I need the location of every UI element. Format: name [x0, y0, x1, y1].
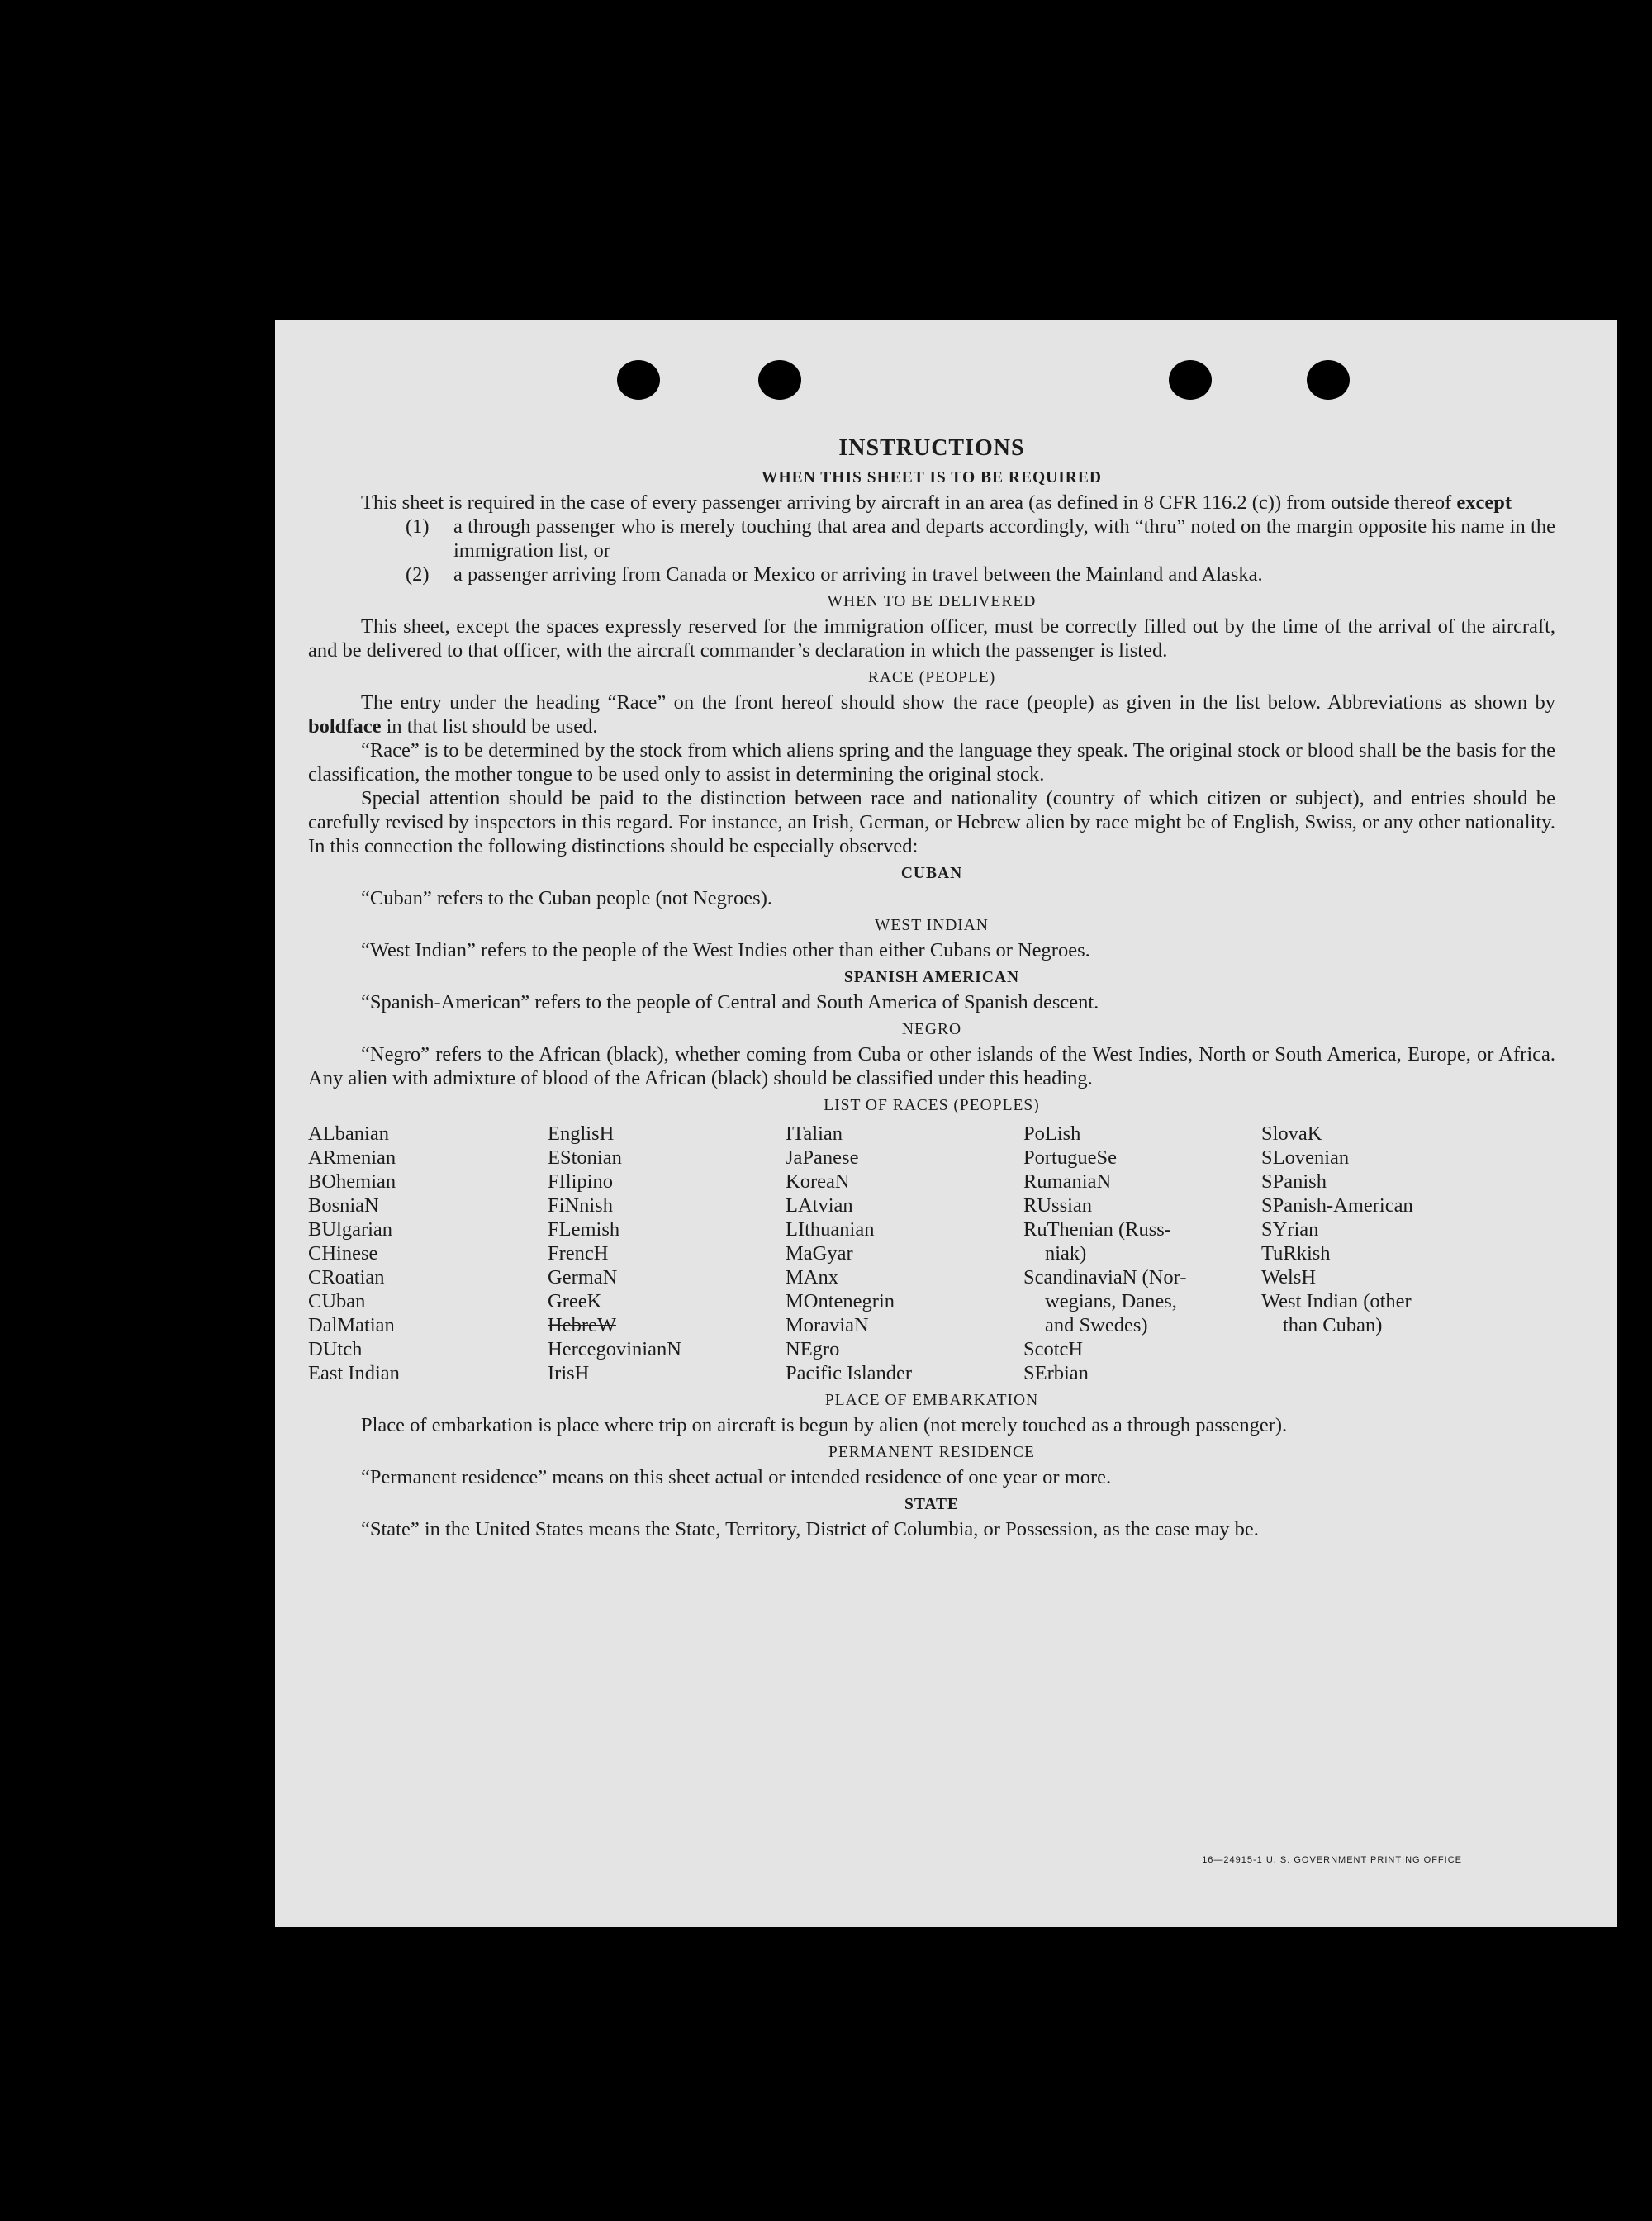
page-title: INSTRUCTIONS [838, 435, 1025, 461]
race-entry: West Indian (other [1261, 1290, 1412, 1312]
race-entry: PoLish [1023, 1122, 1081, 1145]
race-entry: niak) [1045, 1242, 1087, 1265]
race-entry: DUtch [308, 1338, 363, 1360]
race-paragraph: Special attention should be paid to the distinction between race and nationality (country of which citizen or subject), and entries should be carefully revised by inspectors in this regard. For instance, an Irish, German, or Hebrew alien by race might be of English, Swiss, or any other nationality. In this connection the following distinctions should be especially observed: [308, 787, 1555, 857]
race-entry: CUban [308, 1290, 366, 1312]
race-entry: PortugueSe [1023, 1146, 1117, 1169]
item-number: (2) [406, 563, 430, 586]
races-list [308, 1122, 1555, 1385]
printer-code: 16—24915-1 U. S. GOVERNMENT PRINTING OFFICE [1202, 1855, 1462, 1865]
section-heading-state: STATE [904, 1496, 960, 1513]
races-column [308, 1122, 548, 1385]
required-intro-except: except [1456, 491, 1512, 514]
race-entry: LIthuanian [786, 1218, 875, 1241]
race-entry: ARmenian [308, 1146, 396, 1169]
race-entry-struck: HebreW [548, 1314, 616, 1336]
state-text: “State” in the United States means the State, Territory, District of Columbia, or Possession, as the case may be. [361, 1518, 1259, 1540]
section-heading-west-indian: WEST INDIAN [875, 917, 989, 934]
races-column [548, 1122, 786, 1385]
race-entry: MAnx [786, 1266, 838, 1288]
negro-text: “Negro” refers to the African (black), whether coming from Cuba or other islands of the West Indies, North or South America, Europe, or Africa. Any alien with admixture of blood of the African (black) should be classified under this heading. [308, 1043, 1555, 1089]
race-entry: EnglisH [548, 1122, 615, 1145]
race-entry: than Cuban) [1283, 1314, 1383, 1336]
race-paragraph [308, 691, 1555, 738]
race-entry: SLovenian [1261, 1146, 1350, 1169]
spanish-american-text: “Spanish-American” refers to the people of Central and South America of Spanish descent. [361, 991, 1099, 1013]
race-entry: RUssian [1023, 1194, 1093, 1217]
required-intro-text: This sheet is required in the case of every passenger arriving by aircraft in an area (as defined in 8 CFR 116.2 (c)) from outside thereof [361, 491, 1457, 514]
section-heading-race: RACE (PEOPLE) [867, 669, 996, 686]
punch-hole [1169, 360, 1212, 400]
punch-hole [1307, 360, 1350, 400]
race-entry: DalMatian [308, 1314, 395, 1336]
race-entry: BosniaN [308, 1194, 379, 1217]
race-entry: East Indian [308, 1362, 400, 1384]
race-entry: ITalian [786, 1122, 843, 1145]
race-entry: LAtvian [786, 1194, 853, 1217]
race-entry: MoraviaN [786, 1314, 869, 1336]
races-column [1023, 1122, 1261, 1385]
cuban-text: “Cuban” refers to the Cuban people (not Negroes). [361, 887, 772, 909]
race-entry: RumaniaN [1023, 1170, 1112, 1193]
race-entry: RuThenian (Russ- [1023, 1218, 1171, 1241]
race-entry: MaGyar [786, 1242, 853, 1265]
race-entry: wegians, Danes, [1045, 1290, 1177, 1312]
section-heading-residence: PERMANENT RESIDENCE [828, 1444, 1035, 1461]
delivered-text: This sheet, except the spaces expressly reserved for the immigration officer, must be correctly filled out by the time of the arrival of the aircraft, and be delivered to that officer, with the aircraft commander’s declaration in which the passenger is listed. [308, 615, 1555, 662]
section-heading-required: WHEN THIS SHEET IS TO BE REQUIRED [762, 469, 1102, 486]
race-entry: and Swedes) [1045, 1314, 1148, 1336]
item-text: a passenger arriving from Canada or Mexico or arriving in travel between the Mainland and Alaska. [453, 563, 1263, 586]
race-entry: IrisH [548, 1362, 590, 1384]
race-entry: SPanish [1261, 1170, 1327, 1193]
required-item [406, 562, 1555, 586]
race-paragraph: “Race” is to be determined by the stock from which aliens spring and the language they speak. The original stock or blood shall be the basis for the classification, the mother tongue to be used only to assist in determining the original stock. [308, 739, 1555, 785]
race-entry: FrencH [548, 1242, 609, 1265]
item-text: a through passenger who is merely touching that area and departs accordingly, with “thru” noted on the margin opposite his name in the immigration list, or [453, 515, 1555, 562]
section-heading-delivered: WHEN TO BE DELIVERED [827, 593, 1037, 610]
race-entry: ScotcH [1023, 1338, 1084, 1360]
race-entry: ScandinaviaN (Nor- [1023, 1266, 1187, 1288]
section-heading-races-list: LIST OF RACES (PEOPLES) [824, 1097, 1040, 1114]
section-heading-embarkation: PLACE OF EMBARKATION [824, 1392, 1039, 1409]
race-entry: CRoatian [308, 1266, 385, 1288]
race-entry: JaPanese [786, 1146, 859, 1169]
race-entry: BUlgarian [308, 1218, 393, 1241]
race-entry: TuRkish [1261, 1242, 1331, 1265]
races-column [786, 1122, 1023, 1385]
item-number: (1) [406, 515, 430, 538]
race-entry: GreeK [548, 1290, 602, 1312]
race-entry: GermaN [548, 1266, 618, 1288]
required-item [406, 515, 1555, 562]
race-boldface: boldface [308, 715, 382, 738]
race-entry: WelsH [1261, 1266, 1317, 1288]
race-entry: KoreaN [786, 1170, 850, 1193]
race-entry: SPanish-American [1261, 1194, 1413, 1217]
races-column [1261, 1122, 1509, 1385]
race-entry: MOntenegrin [786, 1290, 895, 1312]
race-entry: SYrian [1261, 1218, 1319, 1241]
section-heading-negro: NEGRO [901, 1021, 962, 1038]
race-entry: BOhemian [308, 1170, 396, 1193]
race-entry: FiNnish [548, 1194, 613, 1217]
west-indian-text: “West Indian” refers to the people of the West Indies other than either Cubans or Negroes. [361, 939, 1090, 961]
punch-hole [758, 360, 801, 400]
race-entry: EStonian [548, 1146, 622, 1169]
sheet-content [308, 434, 1555, 1541]
race-entry: FLemish [548, 1218, 620, 1241]
embarkation-text: Place of embarkation is place where trip on aircraft is begun by alien (not merely touched as a through passenger). [361, 1414, 1288, 1436]
race-entry: NEgro [786, 1338, 840, 1360]
race-entry: HercegovinianN [548, 1338, 681, 1360]
race-entry: SlovaK [1261, 1122, 1322, 1145]
race-entry: SErbian [1023, 1362, 1089, 1384]
race-entry: FIlipino [548, 1170, 613, 1193]
section-heading-cuban: CUBAN [900, 865, 963, 882]
race-text: in that list should be used. [381, 715, 598, 738]
race-entry: ALbanian [308, 1122, 389, 1145]
race-entry: CHinese [308, 1242, 378, 1265]
residence-text: “Permanent residence” means on this sheet actual or intended residence of one year or more. [361, 1466, 1112, 1488]
required-intro [308, 491, 1555, 515]
race-text: The entry under the heading “Race” on the front hereof should show the race (people) as given in the list below. Abbreviations as shown by [361, 691, 1555, 714]
race-entry: Pacific Islander [786, 1362, 913, 1384]
section-heading-spanish-american: SPANISH AMERICAN [843, 969, 1020, 986]
punch-hole [617, 360, 660, 400]
instruction-sheet [275, 320, 1617, 1927]
